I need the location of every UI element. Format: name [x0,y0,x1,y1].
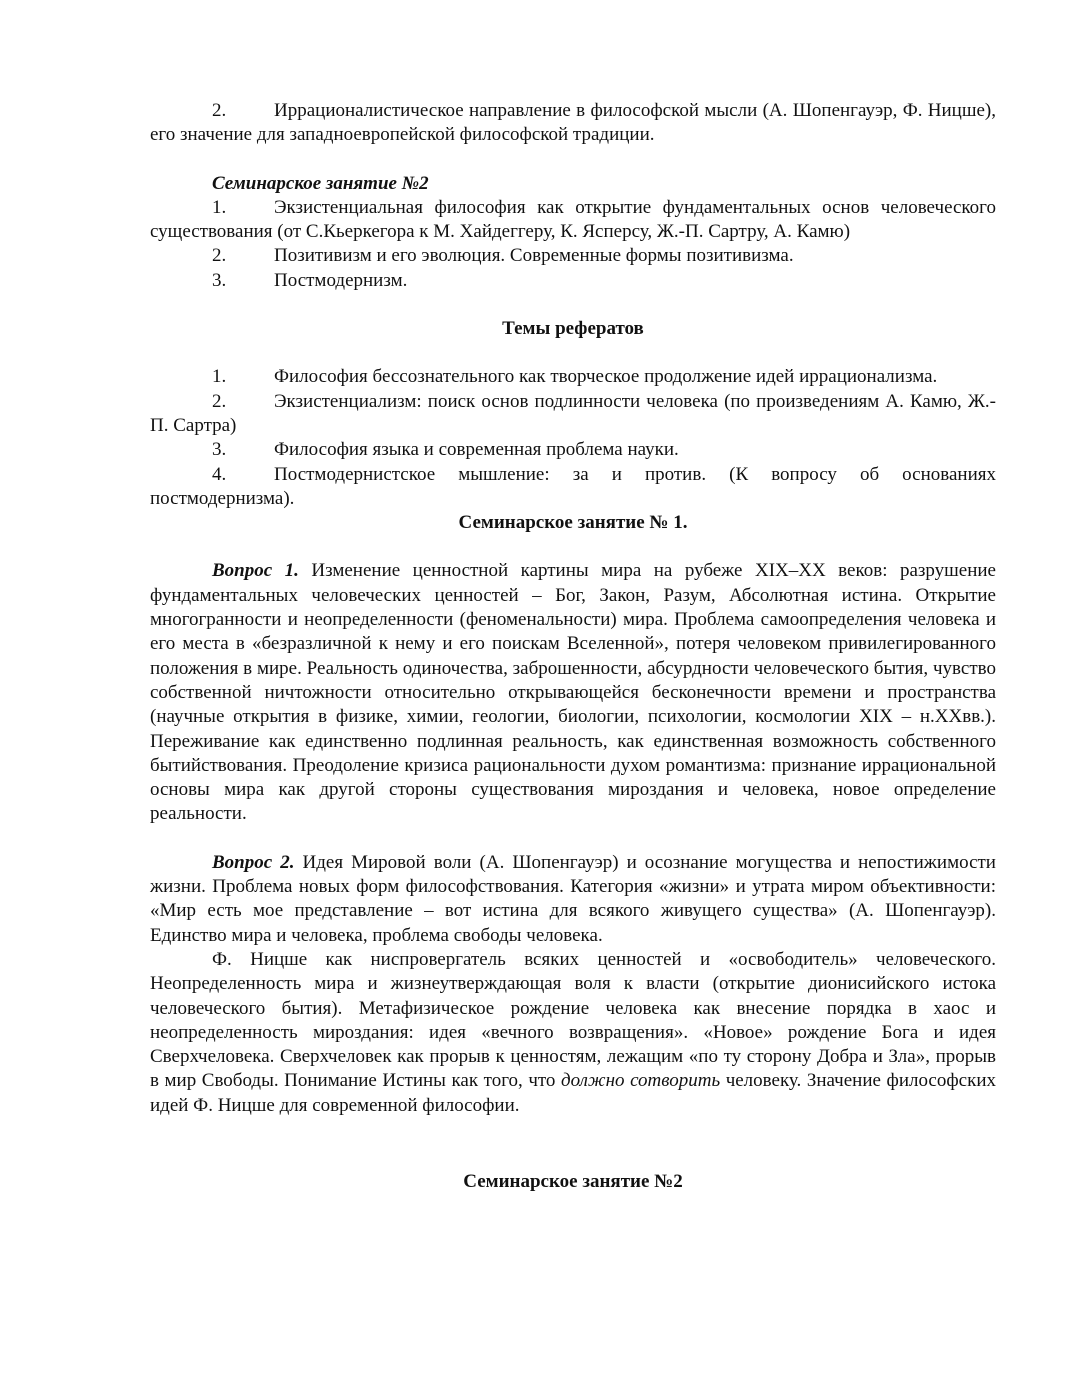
list-item-number: 2. [212,245,227,267]
list-item [150,438,996,462]
question-1-text: Изменение ценностной картины мира на рубеже XIX–XX веков: разрушение фундаментальных человеческих ценностей – Бог, Закон, Разум, Абсолютная истина. Открытие многогранности и неопределенности (феноменальности) мира. Проблема самоопределения человека и его места в «безразличной к нему и его поискам Вселенной», потеря человеком привилегированного положения в мире. Реальность одиночества, заброшенности, абсурдности человеческого бытия, чувство собственной ничтожности относительно открывающейся бесконечности времени и пространства (научные открытия в физике, химии, геологии, биологии, психологии, космологии XIX – н.XXвв.). Переживание как единственно подлинная реальность, как единственная возможность собственного бытийствования. Преодоление кризиса рациональности духом романтизма: признание иррациональной основы мира как другой стороны существования мироздания и человека, новое определение реальности. [150,560,996,825]
nietzsche-text-after: человеку. Значение философских идей Ф. Ницше для современной философии. [150,1070,997,1116]
list-item-number: 1. [212,366,227,388]
question-1-label: Вопрос 1. [212,560,299,582]
list-item-text: Экзистенциализм: поиск основ подлинности человека (по произведениям А. Камю, Ж.-П. Сартра) [150,390,996,436]
nietzsche-text-before: Ф. Ницше как ниспровергатель всяких ценностей и «освободитель» человеческого. Неопределенность мира и жизнеутверждающая воля к власти (открытие дионисийского истока человеческого бытия). Метафизическое рождение человека как внесение порядка в хаос и неопределенность мироздания: идея «вечного возвращения». «Новое» рождение Бога и идея Сверхчеловека. Сверхчеловек как прорыв к ценностям, лежащим «по ту сторону Добра и Зла», прорыв в мир Свободы. Понимание Истины как того, что [150,948,996,1092]
list-item [150,244,996,268]
list-item-number: 3. [212,439,227,461]
list-item [150,196,996,245]
list-item-text: Постмодернистское мышление: за и против. (К вопросу об основаниях постмодернизма). [150,463,996,509]
list-item-text: Философия языка и современная проблема науки. [274,439,679,461]
list-item-number: 2. [212,390,227,412]
list-item [150,390,996,439]
list-item [150,99,996,148]
list-item-text: Философия бессознательного как творческое продолжение идей иррационализма. [274,366,938,388]
question-2-text: Идея Мировой воли (А. Шопенгауэр) и осознание могущества и непостижимости жизни. Проблема новых форм философствования. Категория «жизни» и утрата миром объективности: «Мир есть мое представление – вот истина для всякого живущего существа» (А. Шопенгауэр). Единство мира и человека, проблема свободы человека. [150,851,996,946]
seminar-2-bottom-heading: Семинарское занятие №2 [463,1170,683,1192]
list-item-number: 1. [212,196,227,218]
seminar-1-heading: Семинарское занятие № 1. [458,512,688,534]
referaty-heading: Темы рефератов [502,318,644,340]
list-item-number: 2. [212,100,227,121]
question-1-paragraph [150,559,996,826]
list-item-number: 3. [212,269,227,291]
question-2-paragraph [150,851,996,948]
list-item-text: Позитивизм и его эволюция. Современные формы позитивизма. [274,245,794,267]
list-item [150,269,996,293]
list-item-text: Постмодернизм. [274,269,408,291]
question-2-label: Вопрос 2. [212,851,295,873]
seminar-2-heading: Семинарское занятие №2 [212,172,429,194]
list-item [150,365,996,389]
list-item-text: Экзистенциальная философия как открытие фундаментальных основ человеческого существования (от С.Кьеркегора к М. Хайдеггеру, К. Ясперсу, Ж.-П. Сартру, А. Камю) [150,196,996,243]
list-item-number: 4. [212,463,227,485]
list-item [150,463,996,512]
nietzsche-italic: должно сотворить [561,1070,721,1092]
nietzsche-paragraph [150,948,996,1118]
list-item-text: Иррационалистическое направление в философской мысли (А. Шопенгауэр, Ф. Ницше), его значение для западноевропейской философской традиции. [150,100,996,146]
